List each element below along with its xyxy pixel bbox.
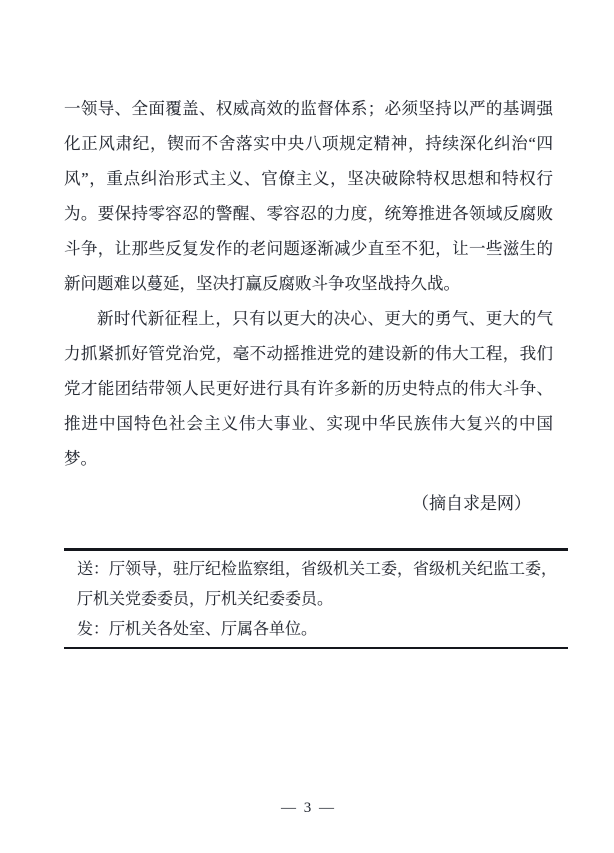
body-line: 斗争，让那些反复发作的老问题逐渐减少直至不犯，让一些滋生的 [64, 239, 553, 258]
distribution-block [64, 548, 568, 649]
distribution-fa-line: 发：厅机关各处室、厅属各单位。 [77, 621, 318, 638]
distribution-song-line-2: 厅机关党委委员，厅机关纪委委员。 [77, 591, 334, 608]
body-line: 梦。 [64, 449, 97, 468]
body-text [64, 91, 553, 476]
distribution-song-line-1: 送：厅领导，驻厅纪检监察组，省级机关工委，省级机关纪监工委， [77, 561, 558, 578]
body-line: 为。要保持零容忍的警醒、零容忍的力度，统筹推进各领域反腐败 [64, 204, 553, 223]
body-line: 推进中国特色社会主义伟大事业、实现中华民族伟大复兴的中国 [64, 414, 553, 433]
page-number: — 3 — [281, 800, 336, 816]
paragraph-2 [64, 301, 553, 476]
body-line: 力抓紧抓好管党治党，毫不动摇推进党的建设新的伟大工程，我们 [64, 344, 553, 363]
body-line: 风”，重点纠治形式主义、官僚主义，坚决破除特权思想和特权行 [64, 169, 553, 188]
paragraph-1 [64, 91, 553, 301]
body-line: 一领导、全面覆盖、权威高效的监督体系；必须坚持以严的基调强 [64, 99, 553, 118]
body-line: 新时代新征程上，只有以更大的决心、更大的勇气、更大的气 [97, 309, 553, 328]
attribution-line: （摘自求是网） [412, 494, 531, 513]
body-line: 化正风肃纪，锲而不舍落实中央八项规定精神，持续深化纠治“四 [64, 134, 553, 153]
body-line: 党才能团结带领人民更好进行具有许多新的历史特点的伟大斗争、 [64, 379, 553, 398]
body-line: 新问题难以蔓延，坚决打赢反腐败斗争攻坚战持久战。 [64, 274, 460, 293]
